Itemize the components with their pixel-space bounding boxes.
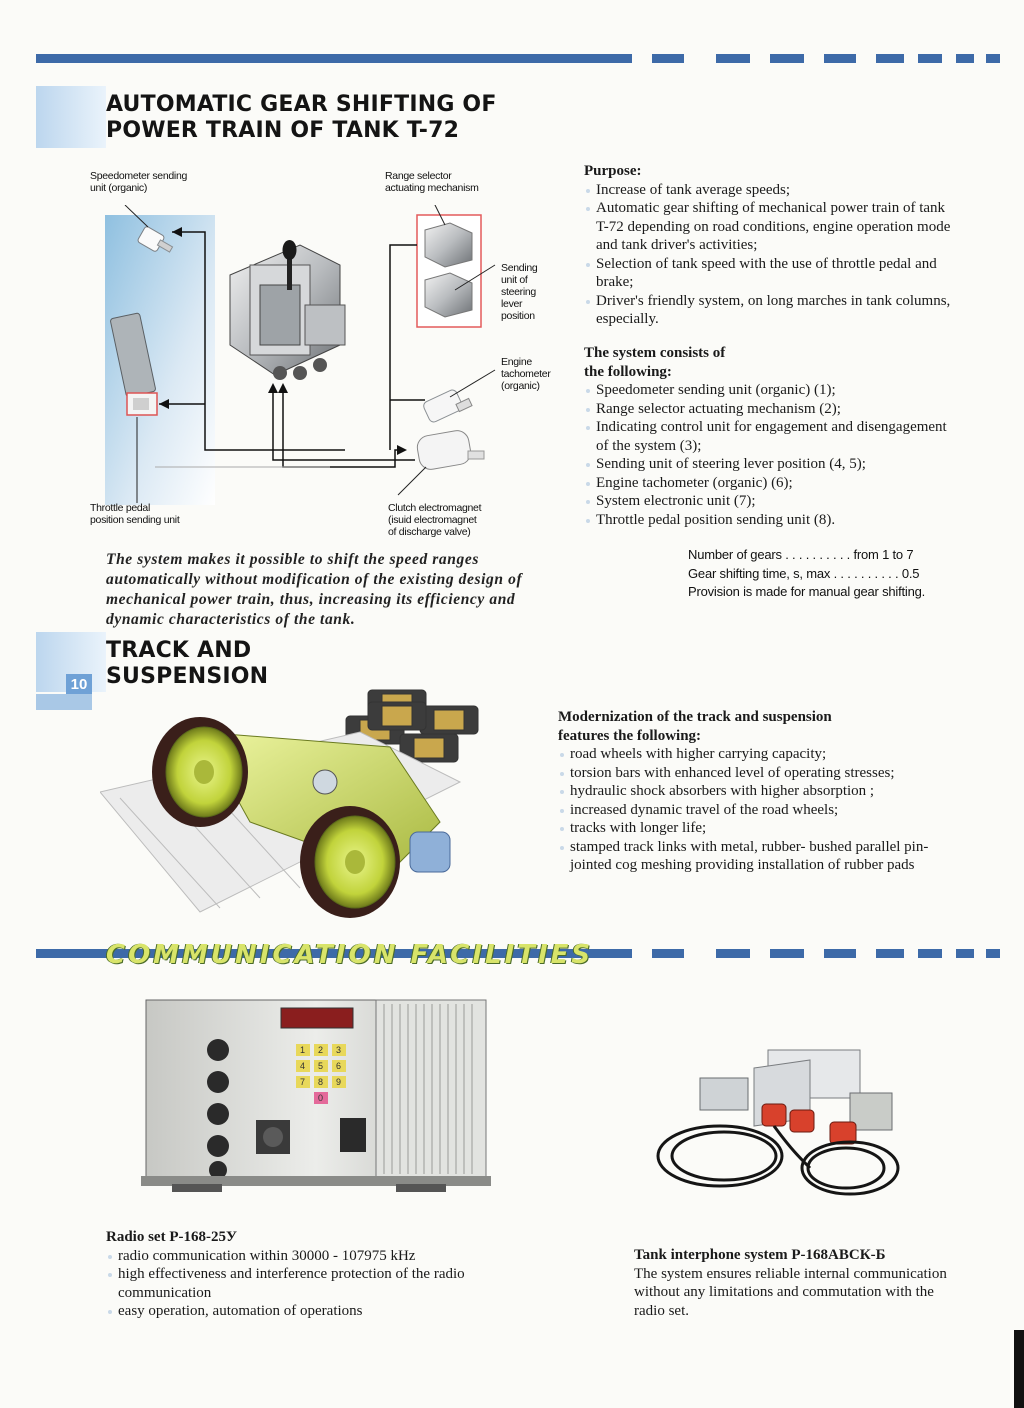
- section-title-track-line2: SUSPENSION: [106, 664, 269, 689]
- label-range-selector: Range selector actuating mechanism: [385, 170, 479, 194]
- system-summary: The system makes it possible to shift the speed ranges automatically without modification of the existing design of mechanical power train, thus, increasing its efficiency and dynamic characteristics of the tank.: [106, 551, 523, 628]
- keypad-key: 4: [300, 1061, 306, 1071]
- components-heading-2: the following:: [584, 363, 672, 380]
- components-section: [584, 344, 956, 529]
- track-feature-item: increased dynamic travel of the road wheels;: [558, 801, 958, 820]
- interphone-cable-icon: [658, 1126, 898, 1194]
- road-wheel-icon: [152, 717, 248, 827]
- label-throttle-pedal: Throttle pedal position sending unit: [90, 502, 180, 526]
- spec-manual: Provision is made for manual gear shifting.: [688, 584, 926, 599]
- track-feature-item: stamped track links with metal, rubber- bushed parallel pin-jointed cog meshing providing installation of rubber pads: [558, 838, 958, 875]
- track-suspension-illustration: [100, 672, 562, 942]
- keypad-key: 7: [300, 1077, 306, 1087]
- page-number: 10: [66, 674, 92, 696]
- section-title-gear-line2: POWER TRAIN OF TANK T-72: [106, 118, 460, 143]
- steering-lever-sensors-icon: [417, 215, 481, 327]
- track-features-section: [558, 708, 958, 875]
- interphone-headset-icon: [762, 1104, 856, 1144]
- radio-set-heading: Radio set Р-168-25У: [106, 1229, 237, 1245]
- purpose-item: Automatic gear shifting of mechanical power train of tank T-72 depending on road conditions, engine operation mode and tank driver's activities;: [584, 199, 956, 255]
- section-title-gear-line1: AUTOMATIC GEAR SHIFTING OF: [106, 92, 497, 117]
- radio-mount-base-icon: [141, 1176, 491, 1192]
- radio-feature-item: radio communication within 30000 - 107975 kHz: [106, 1247, 546, 1266]
- purpose-item: Driver's friendly system, on long marches in tank columns, especially.: [584, 292, 956, 329]
- radio-feature-item: easy operation, automation of operations: [106, 1302, 546, 1321]
- spec-gears: Number of gears . . . . . . . . . . from 1 to 7: [688, 547, 914, 562]
- label-engine-tachometer: Engine tachometer (organic): [501, 356, 551, 392]
- keypad-key: 5: [318, 1061, 324, 1071]
- interphone-heading: Tank interphone system Р-168АВСК-Б: [634, 1247, 886, 1263]
- keypad-key: 1: [300, 1045, 306, 1055]
- component-item: Range selector actuating mechanism (2);: [584, 400, 956, 419]
- keypad-key: 0: [318, 1093, 324, 1103]
- interphone-section: [634, 1246, 954, 1320]
- track-feature-item: tracks with longer life;: [558, 819, 958, 838]
- component-item: Engine tachometer (organic) (6);: [584, 474, 956, 493]
- radio-set-section: [106, 1228, 546, 1321]
- range-selector-mechanism-icon: [230, 240, 345, 380]
- component-item: System electronic unit (7);: [584, 492, 956, 511]
- track-feature-item: road wheels with higher carrying capacity;: [558, 745, 958, 764]
- track-feature-item: hydraulic shock absorbers with higher absorption ;: [558, 782, 958, 801]
- interphone-system-illustration: [650, 1038, 910, 1208]
- clutch-electromagnet-icon: [415, 429, 484, 472]
- component-item: Speedometer sending unit (organic) (1);: [584, 381, 956, 400]
- section-title-track-line1: TRACK AND: [106, 638, 252, 663]
- section-title-communication: COMMUNICATION FACILITIES: [106, 940, 594, 970]
- page-tab-strip: [36, 694, 92, 710]
- components-heading-1: The system consists of: [584, 345, 726, 361]
- component-item: Sending unit of steering lever position (4, 5);: [584, 455, 956, 474]
- keypad-key: 8: [318, 1077, 324, 1087]
- interphone-description: The system ensures reliable internal communication without any limitations and commutation with the radio set.: [634, 1265, 947, 1319]
- top-band: [36, 54, 632, 63]
- purpose-section: [584, 162, 956, 329]
- keypad-key: 9: [336, 1077, 342, 1087]
- spec-shift-time: Gear shifting time, s, max . . . . . . . . . . 0.5: [688, 565, 920, 581]
- page-edge-mark: [1014, 1330, 1024, 1408]
- label-sending-unit: Sending unit of steering lever position: [501, 262, 538, 322]
- purpose-item: Selection of tank speed with the use of throttle pedal and brake;: [584, 255, 956, 292]
- track-features-heading-2: features the following:: [558, 727, 702, 744]
- keypad-key: 2: [318, 1045, 324, 1055]
- section-tab-gear: [36, 86, 106, 148]
- track-feature-item: torsion bars with enhanced level of operating stresses;: [558, 764, 958, 783]
- purpose-heading: Purpose:: [584, 163, 642, 179]
- purpose-item: Increase of tank average speeds;: [584, 181, 956, 200]
- gear-shift-diagram: [100, 205, 560, 510]
- road-wheel-icon: [300, 806, 400, 918]
- label-clutch-electromagnet: Clutch electromagnet (isuid electromagnet of discharge valve): [388, 502, 482, 538]
- radio-set-illustration: [126, 992, 502, 1204]
- specifications: [688, 546, 968, 602]
- component-item: Indicating control unit for engagement and disengagement of the system (3);: [584, 418, 956, 455]
- keypad-key: 3: [336, 1045, 342, 1055]
- radio-feature-item: high effectiveness and interference protection of the radio communication: [106, 1265, 546, 1302]
- track-features-heading-1: Modernization of the track and suspension: [558, 709, 832, 725]
- keypad-key: 6: [336, 1061, 342, 1071]
- engine-tachometer-icon: [422, 388, 472, 423]
- label-speedometer: Speedometer sending unit (organic): [90, 170, 188, 194]
- component-item: Throttle pedal position sending unit (8).: [584, 511, 956, 530]
